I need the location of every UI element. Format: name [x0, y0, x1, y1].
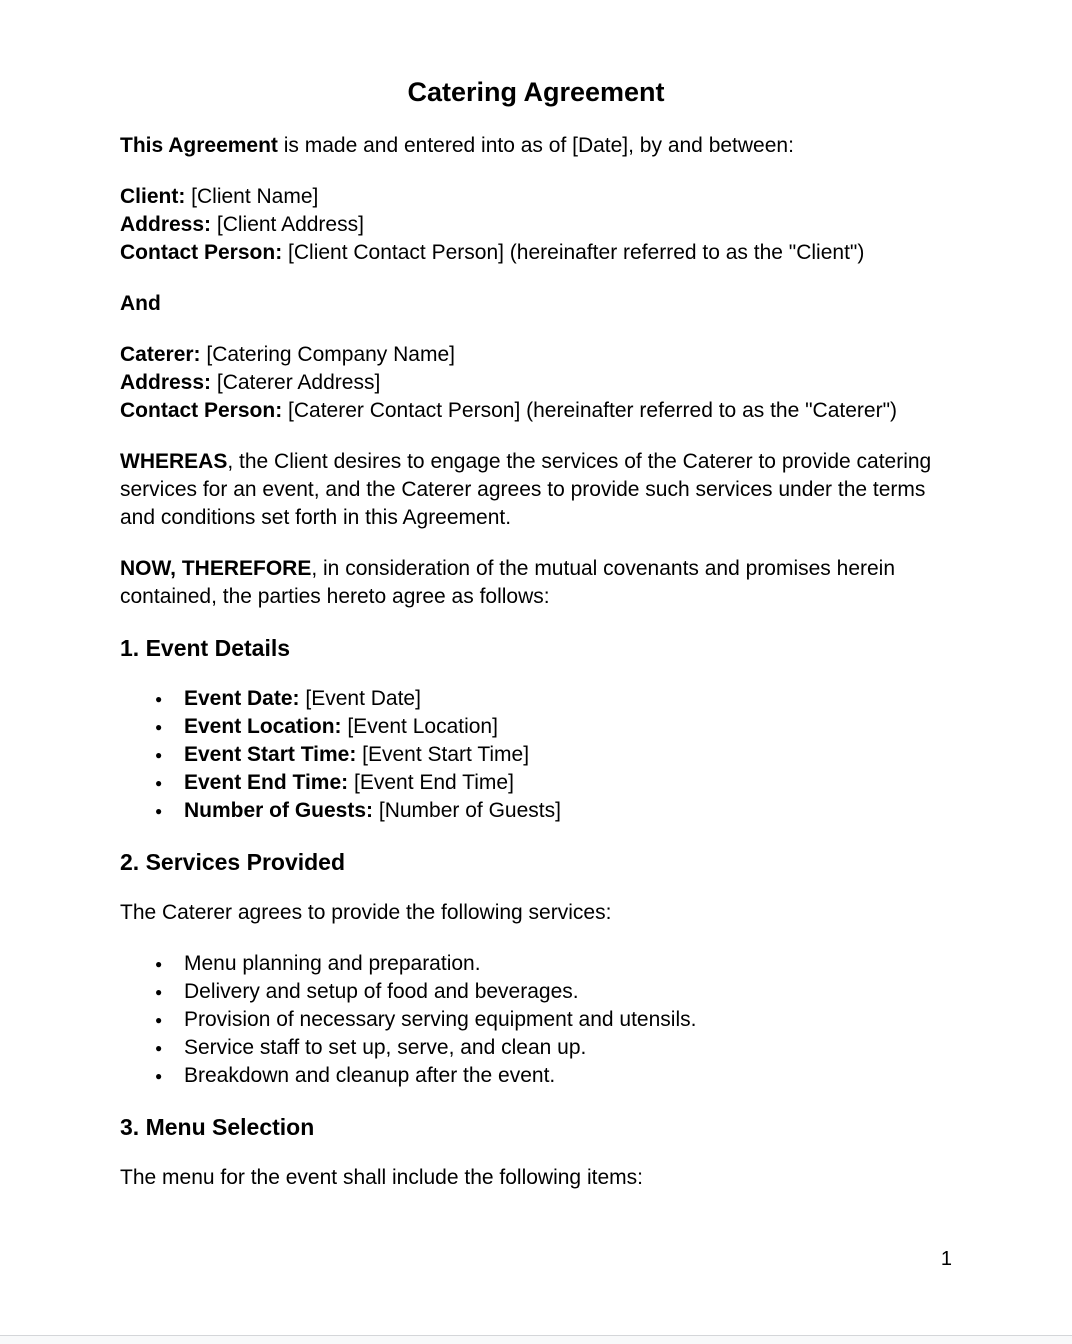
- bullet-icon: ●: [155, 692, 163, 706]
- event-end-time-label: Event End Time:: [184, 771, 349, 794]
- client-address-line: [120, 211, 952, 239]
- bullet-icon: ●: [155, 748, 163, 762]
- service-item-text: Provision of necessary serving equipment and utensils.: [184, 1008, 697, 1031]
- event-location-label: Event Location:: [184, 715, 342, 738]
- client-name-line: [120, 183, 952, 211]
- intro-paragraph: [120, 132, 952, 160]
- caterer-contact-label: Contact Person:: [120, 399, 283, 422]
- list-item: [120, 950, 952, 978]
- client-address-label: Address:: [120, 213, 212, 236]
- list-item: [120, 713, 952, 741]
- client-contact-label: Contact Person:: [120, 241, 283, 264]
- document-title: Catering Agreement: [407, 77, 665, 107]
- bullet-icon: ●: [155, 1041, 163, 1055]
- bullet-icon: ●: [155, 776, 163, 790]
- client-block: [120, 183, 952, 267]
- service-item-text: Delivery and setup of food and beverages.: [184, 980, 579, 1003]
- bullet-icon: ●: [155, 1013, 163, 1027]
- event-end-time-value: [Event End Time]: [348, 771, 514, 794]
- client-contact-line: [120, 239, 952, 267]
- list-item: [120, 769, 952, 797]
- caterer-block: [120, 341, 952, 425]
- menu-intro-paragraph: The menu for the event shall include the following items:: [120, 1166, 643, 1189]
- list-item: [120, 1034, 952, 1062]
- number-of-guests-value: [Number of Guests]: [373, 799, 561, 822]
- section-heading-services-provided: 2. Services Provided: [120, 849, 346, 875]
- now-therefore-paragraph: [120, 555, 952, 611]
- list-item: [120, 1006, 952, 1034]
- now-therefore-rest: , in consideration of the mutual covenants and promises herein contained, the parties hereto agree as follows:: [120, 557, 896, 608]
- list-item: [120, 741, 952, 769]
- bullet-icon: ●: [155, 957, 163, 971]
- caterer-contact-line: [120, 397, 952, 425]
- intro-rest: is made and entered into as of [Date], by and between:: [277, 134, 794, 157]
- client-value: [Client Name]: [185, 185, 319, 208]
- client-contact-value: [Client Contact Person] (hereinafter referred to as the "Client"): [282, 241, 865, 264]
- number-of-guests-label: Number of Guests:: [184, 799, 374, 822]
- caterer-address-label: Address:: [120, 371, 212, 394]
- bullet-icon: ●: [155, 985, 163, 999]
- list-item: [120, 1062, 952, 1090]
- whereas-lead: WHEREAS: [120, 450, 228, 473]
- section-heading-menu-selection: 3. Menu Selection: [120, 1114, 315, 1140]
- caterer-address-value: [Caterer Address]: [211, 371, 381, 394]
- caterer-address-line: [120, 369, 952, 397]
- caterer-contact-value: [Caterer Contact Person] (hereinafter referred to as the "Caterer"): [282, 399, 898, 422]
- caterer-label: Caterer:: [120, 343, 201, 366]
- service-item-text: Breakdown and cleanup after the event.: [184, 1064, 556, 1087]
- services-intro-paragraph: The Caterer agrees to provide the following services:: [120, 901, 612, 924]
- bullet-icon: ●: [155, 720, 163, 734]
- intro-lead: This Agreement: [120, 134, 278, 157]
- list-item: [120, 685, 952, 713]
- client-address-value: [Client Address]: [211, 213, 364, 236]
- client-label: Client:: [120, 185, 186, 208]
- section-heading-event-details: 1. Event Details: [120, 635, 291, 661]
- list-item: [120, 978, 952, 1006]
- now-therefore-lead: NOW, THEREFORE: [120, 557, 312, 580]
- bullet-icon: ●: [155, 804, 163, 818]
- bullet-icon: ●: [155, 1069, 163, 1083]
- event-date-value: [Event Date]: [299, 687, 421, 710]
- whereas-paragraph: [120, 448, 952, 532]
- list-item: [120, 797, 952, 825]
- caterer-name-line: [120, 341, 952, 369]
- whereas-rest: , the Client desires to engage the services of the Caterer to provide catering services for an event, and the Caterer agrees to provide such services under the terms and conditions set forth in this Agreement.: [120, 450, 932, 529]
- service-item-text: Menu planning and preparation.: [184, 952, 481, 975]
- service-item-text: Service staff to set up, serve, and clean up.: [184, 1036, 587, 1059]
- event-start-time-value: [Event Start Time]: [356, 743, 530, 766]
- event-start-time-label: Event Start Time:: [184, 743, 357, 766]
- services-list: [120, 950, 952, 1090]
- event-details-list: [120, 685, 952, 825]
- caterer-value: [Catering Company Name]: [200, 343, 455, 366]
- event-location-value: [Event Location]: [341, 715, 498, 738]
- and-connector: And: [120, 292, 161, 315]
- event-date-label: Event Date:: [184, 687, 300, 710]
- page-number: 1: [940, 1248, 952, 1270]
